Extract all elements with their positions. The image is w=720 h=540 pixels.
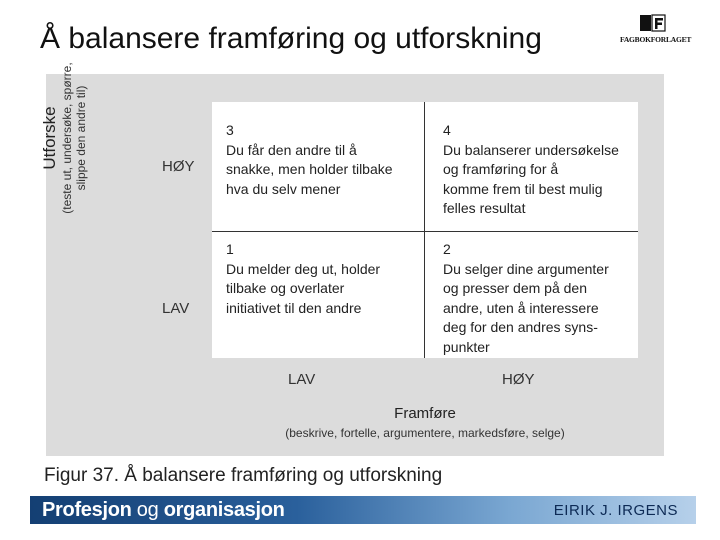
quadrant-text: Du selger dine argumenter og presser dem på den andre, uten å interessere deg for den andres syns- punkter [443, 260, 609, 355]
x-axis-title: Framføre [394, 405, 456, 422]
quadrant-number: 2 [443, 241, 451, 257]
x-axis-high-label: HØY [502, 371, 535, 388]
y-axis-subtitle-2: slippe den andre til) [74, 85, 88, 191]
x-axis-subtitle: (beskrive, fortelle, argumentere, markedsføre, selge) [285, 426, 565, 440]
footer-word-2: og [131, 499, 164, 521]
quadrant-number: 1 [226, 241, 234, 257]
quadrant-text: Du melder deg ut, holder tilbake og overlater initiativet til den andre [226, 260, 381, 316]
footer-word-3: organisasjon [163, 499, 285, 521]
footer-bar [30, 496, 696, 524]
footer-course-title [42, 499, 285, 522]
footer-author: EIRIK J. IRGENS [553, 502, 678, 519]
slide-title: Å balansere framføring og utforskning [40, 22, 542, 55]
quadrant-3 [226, 121, 393, 199]
publisher-logo [620, 14, 692, 48]
quadrant-number: 3 [226, 122, 234, 138]
logo-text: FAGBOKFORLAGET [620, 35, 692, 44]
quadrant-4 [443, 121, 619, 219]
quadrant-number: 4 [443, 122, 451, 138]
y-axis-low-label: LAV [162, 300, 190, 317]
footer-word-1: Profesjon [42, 499, 132, 521]
matrix-horizontal-divider [212, 231, 638, 232]
y-axis-title-block [40, 38, 100, 238]
y-axis-title: Utforske [40, 106, 59, 170]
x-axis-low-label: LAV [288, 371, 316, 388]
matrix-vertical-divider [424, 102, 425, 358]
quadrant-1 [226, 240, 380, 318]
y-axis-high-label: HØY [162, 158, 195, 175]
quadrant-text: Du balanserer undersøkelse og framføring for å komme frem til best mulig felles resultat [443, 141, 619, 216]
figure-caption: Figur 37. Å balansere framføring og utforskning [44, 465, 443, 486]
quadrant-text: Du får den andre til å snakke, men holder tilbake hva du selv mener [226, 141, 393, 197]
quadrant-2 [443, 240, 609, 357]
book-f-logo-icon [640, 14, 666, 32]
y-axis-subtitle-1: (teste ut, undersøke, spørre, [60, 62, 74, 214]
